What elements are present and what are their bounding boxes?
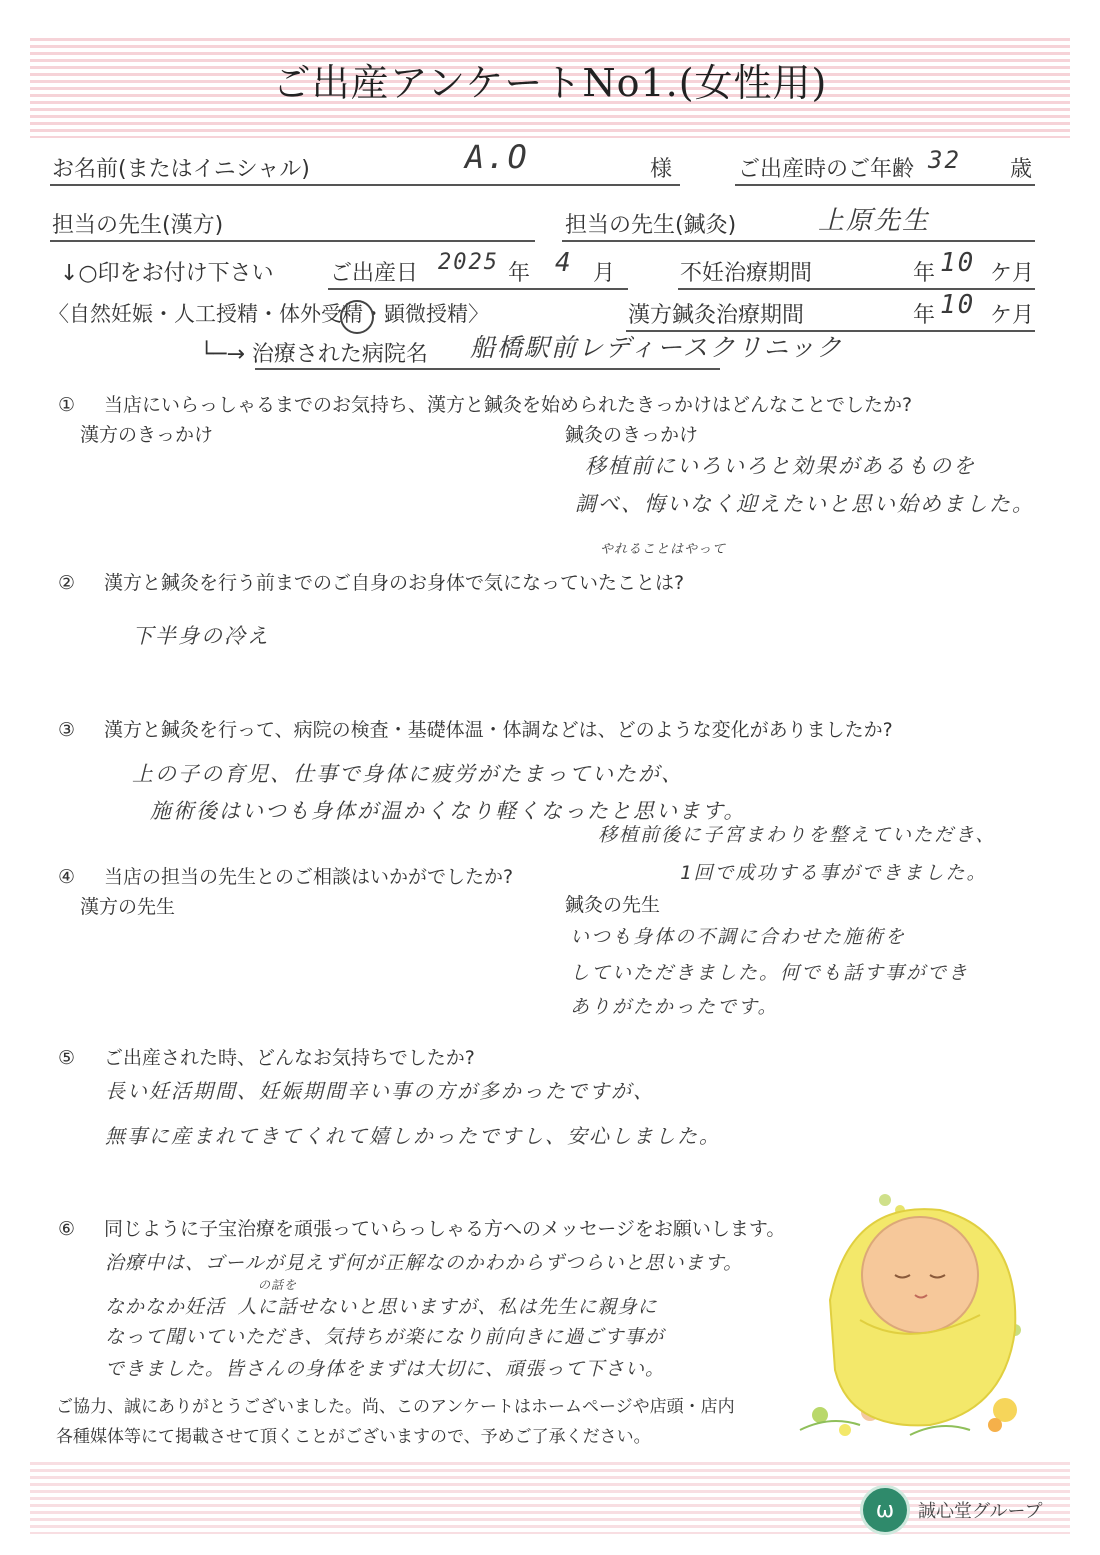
question-5 [58, 1043, 475, 1070]
q6-answer-line-1: 治療中は、ゴールが見えず何が正解なのかわからずつらいと思います。 [105, 1252, 744, 1274]
hospital-label: └─→ 治療された病院名 [200, 342, 428, 367]
question-1-text: 当店にいらっしゃるまでのお気持ち、漢方と鍼灸を始められたきっかけはどんなことでしたか? [104, 394, 913, 416]
page-title: ご出産アンケートNo1.(女性用) [272, 61, 828, 105]
q3-answer-line-2: 施術後はいつも身体が温かくなり軽くなったと思います。 [150, 799, 747, 823]
question-4-number: ④ [58, 866, 76, 888]
question-6 [58, 1214, 785, 1241]
acu-teacher-value: 上原先生 [818, 206, 931, 236]
acu-teacher-label: 担当の先生(鍼灸) [565, 213, 737, 238]
age-label: ご出産時のご年齢 [738, 157, 915, 182]
q5-answer-line-1: 長い妊活期間、妊娠期間辛い事の方が多かったですが、 [105, 1079, 655, 1103]
birth-year: 2025 [438, 250, 499, 275]
birth-year-unit: 年 [508, 261, 531, 286]
q4-answer-line-1: いつも身体の不調に合わせた施術を [570, 926, 907, 948]
kampo-period-label: 漢方鍼灸治療期間 [628, 303, 805, 328]
q4-answer-line-3: ありがたかったです。 [570, 996, 779, 1018]
question-2 [58, 568, 684, 595]
name-label: お名前(またはイニシャル) [52, 157, 310, 182]
baby-illustration [790, 1180, 1040, 1450]
baby-face [862, 1217, 978, 1333]
infertility-period-label: 不妊治療期間 [680, 261, 813, 286]
q6-answer-line-4: できました。皆さんの身体をまずは大切に、頑張って下さい。 [105, 1358, 666, 1380]
q4-acu-label: 鍼灸の先生 [565, 894, 661, 916]
logo-text: 誠心堂グループ [918, 1501, 1043, 1522]
q3-answer-line-1: 上の子の育児、仕事で身体に疲労がたまっていたが、 [132, 762, 684, 786]
honorific-label: 様 [650, 157, 673, 182]
question-4 [58, 862, 513, 889]
q5-answer-line-2: 無事に産まれてきてくれて嬉しかったですし、安心しました。 [105, 1124, 721, 1148]
infertility-months-unit: ケ月 [990, 261, 1035, 286]
q1-answer-insert: やれることはやって [600, 542, 727, 557]
name-underline [50, 184, 680, 186]
q1-acu-label: 鍼灸のきっかけ [565, 424, 699, 446]
group-logo [860, 1485, 1043, 1535]
q2-answer: 下半身の冷え [132, 624, 270, 648]
hospital-value: 船橋駅前レディースクリニック [470, 333, 844, 362]
q3-answer-line-3: 移植前後に子宮まわりを整えていただき、 [598, 824, 997, 846]
q6-answer-insert: の話を [258, 1278, 298, 1292]
question-6-number: ⑥ [58, 1218, 76, 1240]
question-4-text: 当店の担当の先生とのご相談はいかがでしたか? [104, 866, 514, 888]
q6-answer-line-3: なって聞いていただき、気持ちが楽になり前向きに過ごす事が [105, 1326, 665, 1348]
kampo-teacher-label: 担当の先生(漢方) [52, 213, 224, 238]
footer-line-2: 各種媒体等にて掲載させて頂くことがございますので、予めご了承ください。 [56, 1427, 651, 1447]
birth-date-underline [328, 288, 628, 290]
kampo-period-months: 10 [940, 290, 976, 320]
birth-month-unit: 月 [593, 261, 616, 286]
acu-teacher-underline [562, 240, 1035, 242]
kampo-period-months-unit: ケ月 [990, 303, 1035, 328]
q1-kampo-label: 漢方のきっかけ [80, 424, 214, 446]
name-value: A.O [465, 138, 529, 176]
q4-answer-line-2: していただきました。何でも話す事ができ [570, 962, 970, 984]
infertility-underline [678, 288, 1035, 290]
question-1 [58, 390, 912, 417]
infertility-year-unit: 年 [913, 261, 936, 286]
seishindo-logo-icon: ω [860, 1485, 910, 1535]
mark-instruction: ↓○印をお付け下さい [60, 261, 274, 286]
q3-answer-line-4: 1回で成功する事ができました。 [680, 862, 988, 884]
kampo-period-year-unit: 年 [913, 303, 936, 328]
footer-line-1: ご協力、誠にありがとうございました。尚、このアンケートはホームページや店頭・店内 [56, 1397, 735, 1417]
birth-date-label: ご出産日 [330, 261, 419, 286]
question-2-number: ② [58, 572, 76, 594]
birth-month: 4 [555, 248, 573, 278]
selected-method-circle [340, 300, 374, 334]
question-5-number: ⑤ [58, 1047, 76, 1069]
question-3 [58, 715, 893, 742]
kampo-teacher-underline [50, 240, 535, 242]
question-5-text: ご出産された時、どんなお気持ちでしたか? [104, 1047, 475, 1069]
question-6-text: 同じように子宝治療を頑張っていらっしゃる方へのメッセージをお願いします。 [104, 1218, 786, 1240]
question-2-text: 漢方と鍼灸を行う前までのご自身のお身体で気になっていたことは? [104, 572, 685, 594]
q1-answer-line-2: 調べ、悔いなく迎えたいと思い始めました。 [575, 492, 1035, 516]
hospital-underline [255, 368, 720, 370]
question-3-text: 漢方と鍼灸を行って、病院の検査・基礎体温・体調などは、どのような変化がありましたか? [104, 719, 893, 741]
q1-answer-line-1: 移植前にいろいろと効果があるものを [585, 454, 976, 478]
q4-kampo-label: 漢方の先生 [80, 896, 176, 918]
q6-answer-line-2: なかなか妊活 人に話せないと思いますが、私は先生に親身に [105, 1296, 658, 1318]
question-1-number: ① [58, 394, 76, 416]
age-unit: 歳 [1010, 157, 1033, 182]
question-3-number: ③ [58, 719, 76, 741]
conception-methods: 〈自然妊娠・人工授精・体外受精・顕微授精〉 [48, 302, 489, 326]
age-value: 32 [928, 146, 961, 174]
age-underline [735, 184, 1035, 186]
infertility-months: 10 [940, 248, 976, 278]
